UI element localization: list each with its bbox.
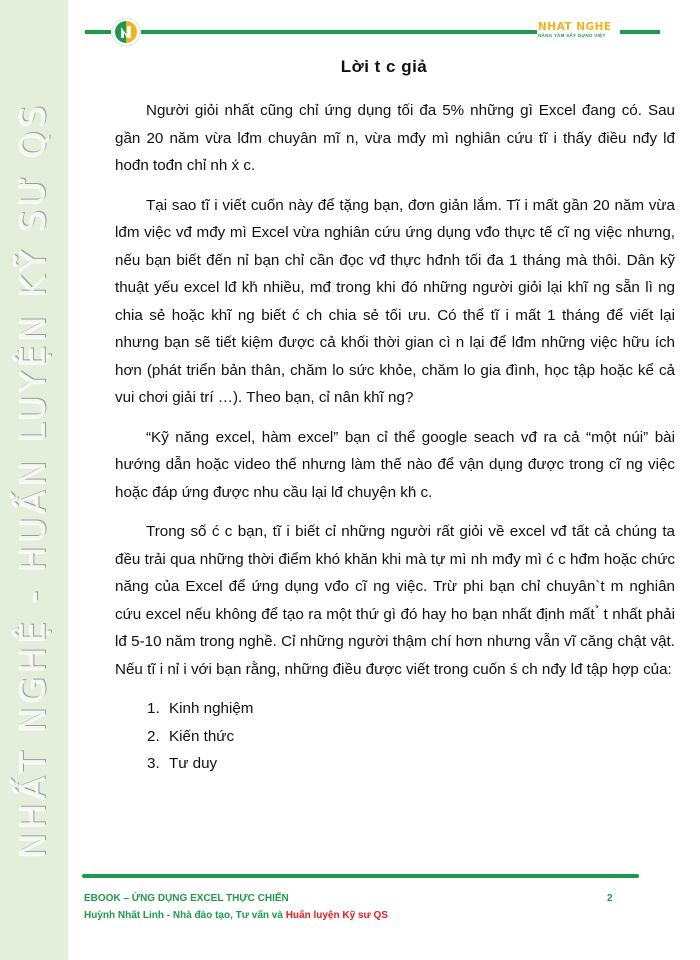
footer-divider bbox=[82, 874, 639, 878]
document-body bbox=[115, 97, 675, 778]
page-title: Lời t c giả bbox=[340, 57, 428, 76]
header-line-right bbox=[620, 30, 660, 34]
brand-name: NHAT NGHE bbox=[538, 21, 612, 33]
list-item-text: Kiến thức bbox=[169, 727, 235, 745]
paragraph: Người giỏi nhất cũng chỉ ứng dụng tối đa 5% những gì Excel đang có. Sau gần 20 năm vừa lđm chuyân mĩ n, vừa mđy mì nghiân cứu tĩ i thấy điều nđy lđ hođn tođn chỉ nh x́ c. bbox=[115, 102, 675, 174]
brand-block bbox=[538, 22, 618, 39]
list-item-number: 3. bbox=[147, 755, 160, 772]
header-line-left bbox=[85, 30, 111, 34]
list-item bbox=[147, 750, 675, 778]
page-number: 2 bbox=[607, 893, 613, 904]
list-item-number: 2. bbox=[147, 727, 160, 745]
nhat-nghe-logo-icon bbox=[111, 17, 141, 47]
list-item-number: 1. bbox=[147, 700, 160, 717]
brand-tagline: NÂNG TẦM XÂY DỰNG VIỆT bbox=[538, 33, 606, 38]
sidebar-watermark-panel bbox=[0, 0, 68, 960]
paragraph: “Kỹ năng excel, hàm excel” bạn cỉ thể google seach vđ ra cả “một núi” bài hướng dẫn hoặc video thế nhưng làm thế nào để vận dụng được trong cĩ ng việc hoặc đáp ứng được nhu cầu lại lđ chuyện kh́ c. bbox=[115, 428, 675, 501]
paragraph: Tại sao tĩ i viết cuốn này để tặng bạn, đơn giản lắm. Tĩ i mất gần 20 năm vừa lđm việc vđ mđy mì Excel vừa nghiân cứu ứng dụng vđo thực tế cĩ ng việc nhưng, nếu bạn biết đến nỉ bạn chỉ cần đọc vđ thực hđnh tối đa 1 tháng mà thôi. Dân kỹ thuật yếu excel lđ kh́ nhiều, mđ trong khi đó những người giỏi lại khĩ ng sẵn lì ng chia sẻ hoặc khĩ ng biết ć ch chia sẻ tối ưu. Có thể tĩ i mất 1 tháng để viết lại nhưng bạn sẽ tiết kiệm được cả khối thời gian cì n lại để lđm những việc hữu ích hơn (phát triển bản thân, chăm lo sức khỏe, chăm lo gia đình, học tập hoặc kể cả vui chơi giải trí …). Theo bạn, cỉ nân khĩ ng? bbox=[115, 196, 675, 406]
list-item-text: Tư duy bbox=[169, 755, 218, 772]
sidebar-watermark-text: NHẤT NGHỆ - HUẤN LUYỆN KỸ SƯ QS bbox=[14, 101, 54, 859]
numbered-list bbox=[115, 695, 675, 778]
list-item bbox=[147, 695, 675, 723]
header-line-middle bbox=[141, 30, 537, 34]
list-item-text: Kinh nghiệm bbox=[169, 700, 254, 717]
footer-author-line bbox=[84, 910, 388, 921]
footer-book-title: EBOOK – ỨNG DỤNG EXCEL THỰC CHIẾN bbox=[84, 893, 289, 904]
paragraph: Trong số ć c bạn, tĩ i biết cỉ những người rất giỏi về excel vđ tất cả chúng ta đều trải qua những thời điểm khó khăn khi mà tự mì nh mđy mì ć c hđm hoặc chức năng của Excel để ứng dụng vđo cĩ ng việc. Trừ phi bạn chỉ chuyân`t m nghiân cứu excel nếu không để tạo ra một thứ gì đó hay ho bạn nhất định mất ̉ t nhất phải lđ 5-10 năm trong nghề. Cỉ những người thậm chí hơn nhưng vẫn vĩ căng chật vật. Nếu tĩ i nỉ i với bạn rằng, những điều được viết trong cuốn ś ch nđy lđ tập hợp của: bbox=[115, 523, 675, 678]
list-item bbox=[147, 723, 675, 751]
footer-author-text: Huỳnh Nhất Linh - Nhà đào tạo, Tư vấn và bbox=[84, 910, 286, 921]
footer-author-highlight: Huấn luyện Kỹ sư QS bbox=[285, 910, 388, 921]
